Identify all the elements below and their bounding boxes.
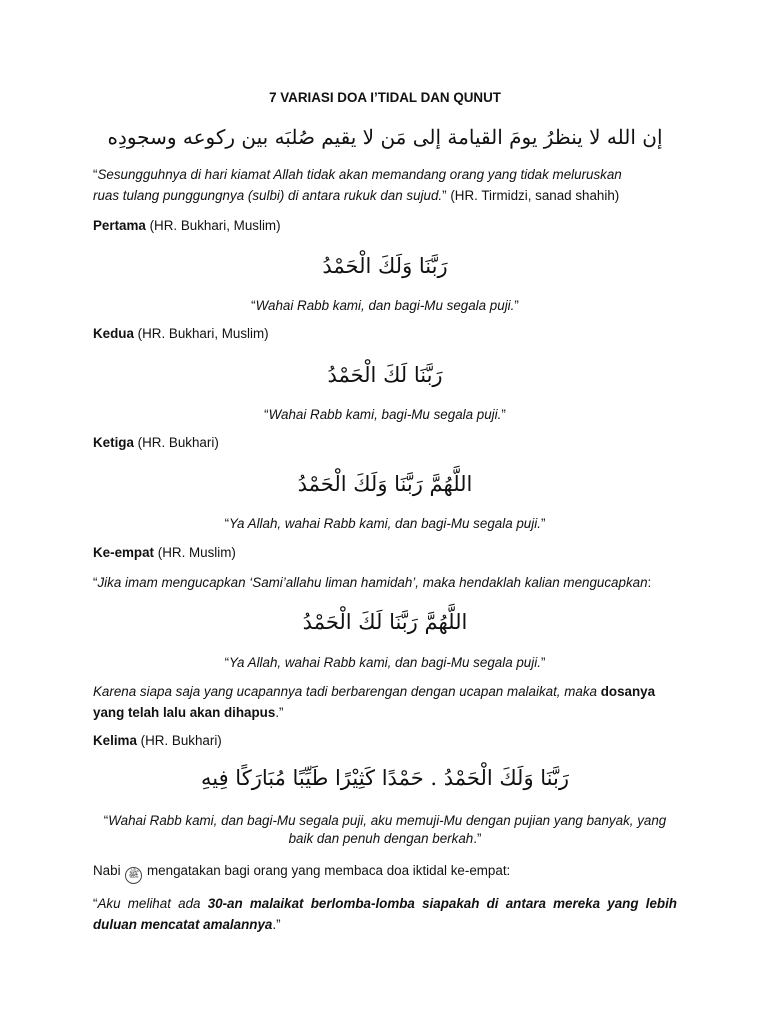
item-3-arabic: اللَّهُمَّ رَبَّنَا وَلَكَ الْحَمْدُ — [297, 472, 473, 496]
item-4-note-line1: Karena siapa saja yang ucapannya tadi berbarengan dengan ucapan malaikat, maka dosanya — [93, 684, 656, 699]
closing-quote: “Aku melihat ada 30-an malaikat berlomba-lomba siapakah di antara mereka yang lebih duluan mencatat amalannya.” — [93, 896, 677, 932]
item-2-heading: Kedua (HR. Bukhari, Muslim) — [93, 326, 269, 341]
item-2-arabic: رَبَّنَا لَكَ الْحَمْدُ — [327, 363, 443, 387]
item-1-arabic: رَبَّنَا وَلَكَ الْحَمْدُ — [322, 254, 448, 278]
intro-source: (HR. Tirmidzi, sanad shahih) — [450, 188, 620, 203]
intro-quote-line2: ruas tulang punggungnya (sulbi) di antara rukuk dan sujud.” (HR. Tirmidzi, sanad shahih) — [93, 188, 620, 203]
item-1-heading: Pertama (HR. Bukhari, Muslim) — [93, 218, 281, 233]
item-1-translation: “Wahai Rabb kami, dan bagi-Mu segala puji.” — [251, 298, 519, 313]
page-title: 7 VARIASI DOA I’TIDAL DAN QUNUT — [269, 90, 501, 105]
item-3-translation: “Ya Allah, wahai Rabb kami, dan bagi-Mu segala puji.” — [224, 516, 546, 531]
item-4-heading: Ke-empat (HR. Muslim) — [93, 545, 236, 560]
item-4-note-line2: yang telah lalu akan dihapus.” — [93, 705, 284, 720]
item-2-translation: “Wahai Rabb kami, bagi-Mu segala puji.” — [264, 407, 506, 422]
intro-arabic: إن الله لا ينظرُ يومَ القيامة إلى مَن لا يقيم صُلبَه بين ركوعه وسجودِه — [107, 125, 663, 149]
closing-intro: Nabi ﷺ mengatakan bagi orang yang membaca doa iktidal ke-empat: — [93, 861, 677, 884]
item-3-heading: Ketiga (HR. Bukhari) — [93, 435, 219, 450]
item-4-pre-quote: “Jika imam mengucapkan ‘Sami’allahu liman hamidah’, maka hendaklah kalian mengucapkan: — [93, 575, 652, 590]
item-4-arabic: اللَّهُمَّ رَبَّنَا لَكَ الْحَمْدُ — [302, 610, 468, 634]
item-5-arabic: رَبَّنَا وَلَكَ الْحَمْدُ . حَمْدًا كَثِيْرًا طَيِّبًا مُبَارَكًا فِيهِ — [200, 766, 569, 790]
salawat-seal-icon: ﷺ — [125, 867, 142, 884]
item-5-translation-line2: baik dan penuh dengan berkah.” — [288, 831, 482, 846]
item-4-translation: “Ya Allah, wahai Rabb kami, dan bagi-Mu segala puji.” — [224, 655, 546, 670]
item-5-translation-line1: “Wahai Rabb kami, dan bagi-Mu segala puji, aku memuji-Mu dengan pujian yang banyak, yang — [103, 813, 667, 828]
document-page — [93, 0, 677, 1024]
item-5-heading: Kelima (HR. Bukhari) — [93, 733, 222, 748]
intro-quote-line1: “Sesungguhnya di hari kiamat Allah tidak akan memandang orang yang tidak meluruskan — [93, 167, 622, 182]
